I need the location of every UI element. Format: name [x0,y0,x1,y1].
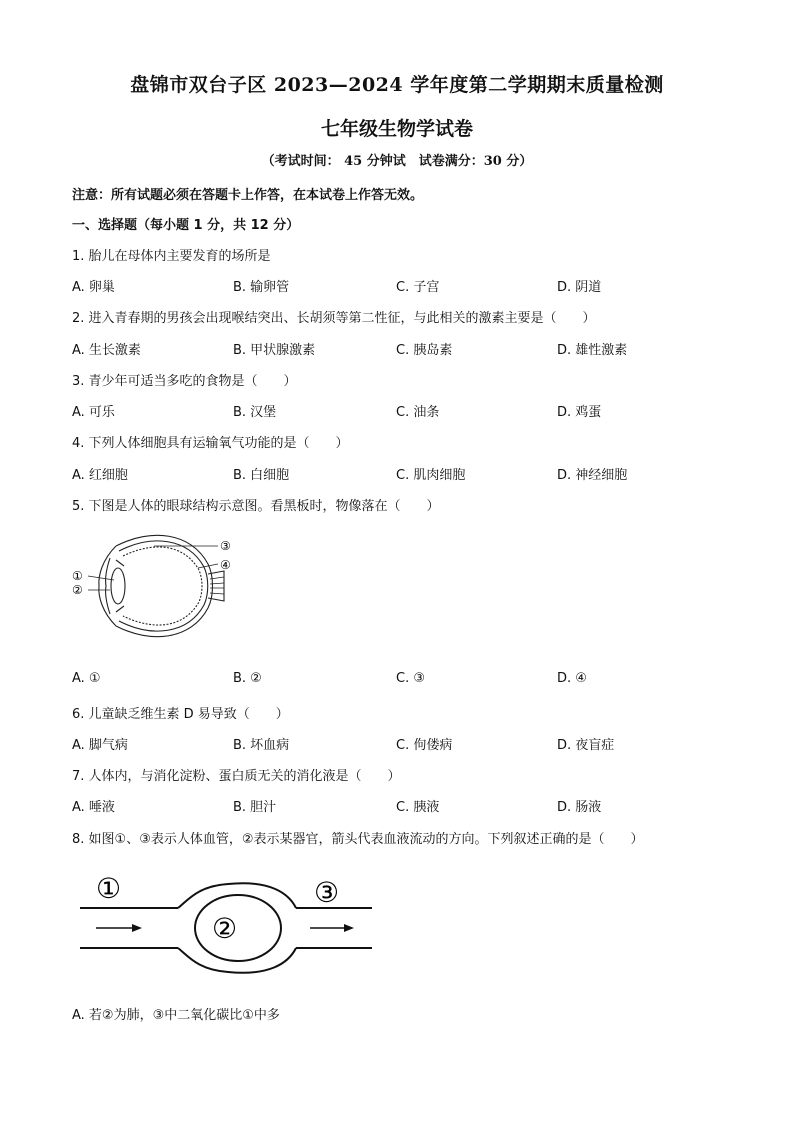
option-b: B. 汉堡 [233,405,277,420]
option-d: D. 神经细胞 [557,468,628,483]
option-c: C. 胰岛素 [396,343,453,358]
eye-label-1: ① [72,569,83,583]
question-stem: 5. 下图是人体的眼球结构示意图。看黑板时，物像落在（ ） [72,499,440,514]
flow-arrow-right [344,924,354,932]
option-b: B. 白细胞 [233,468,290,483]
question-stem: 3. 青少年可适当多吃的食物是（ ） [72,374,297,389]
option-b: B. 胆汁 [233,800,277,815]
option-d: D. 鸡蛋 [557,405,602,420]
option-a: A. 脚气病 [72,738,128,753]
option-c: C. 胰液 [396,800,440,815]
vessel-label-2: ② [212,912,238,945]
option-c: C. 佝偻病 [396,738,453,753]
option-d: D. 雄性激素 [557,343,628,358]
eye-label-3: ③ [220,539,231,553]
question-stem: 7. 人体内，与消化淀粉、蛋白质无关的消化液是（ ） [72,769,401,784]
section-title: 一、选择题（每小题 1 分，共 12 分） [72,218,300,233]
option-d: D. 肠液 [557,800,602,815]
eye-lens [111,568,125,604]
option-b: B. 甲状腺激素 [233,343,316,358]
exam-subtitle: 七年级生物学试卷 [320,118,473,140]
option-b: B. ② [233,671,262,686]
option-b: B. 坏血病 [233,738,290,753]
flow-arrow-left [132,924,142,932]
eye-cornea [99,546,116,626]
option-b: B. 输卵管 [233,280,290,295]
notice: 注意：所有试题必须在答题卡上作答，在本试卷上作答无效。 [72,188,424,203]
option-a: A. ① [72,671,101,686]
option-c: C. ③ [396,671,425,686]
option-c: C. 油条 [396,405,440,420]
blood-vessel-diagram [78,866,378,990]
question-stem: 2. 进入青春期的男孩会出现喉结突出、长胡须等第二性征，与此相关的激素主要是（ ） [72,311,596,326]
eye-label-4: ④ [220,558,231,572]
option-c: C. 子宫 [396,280,440,295]
organ-2 [195,895,281,961]
option-a: A. 卵巢 [72,280,115,295]
eye-sclera [116,535,213,636]
eye-label-2: ② [72,583,83,597]
option-a: A. 生长激素 [72,343,141,358]
eye-retina [123,547,202,625]
option-d: D. 夜盲症 [557,738,615,753]
exam-info: （考试时间： 45 分钟试 试卷满分：30 分） [261,154,533,169]
vessel-label-1: ① [96,872,122,905]
option-d: D. ④ [557,671,587,686]
eye-optic-nerve [208,571,224,601]
question-stem: 8. 如图①、③表示人体血管，②表示某器官，箭头代表血液流动的方向。下列叙述正确的是（ ） [72,832,644,847]
eye-choroid [119,541,208,631]
option-a: A. 唾液 [72,800,115,815]
vessel-label-3: ③ [314,876,340,909]
option-a: A. 可乐 [72,405,115,420]
eye-diagram [66,524,252,648]
option-c: C. 肌肉细胞 [396,468,466,483]
option-d: D. 阴道 [557,280,602,295]
exam-title: 盘锦市双台子区 2023—2024 学年度第二学期期末质量检测 [130,74,664,96]
question-stem: 6. 儿童缺乏维生素 D 易导致（ ） [72,707,289,722]
question-stem: 4. 下列人体细胞具有运输氧气功能的是（ ） [72,436,349,451]
question-stem: 1. 胎儿在母体内主要发育的场所是 [72,249,271,264]
option-a: A. 若②为肺，③中二氧化碳比①中多 [72,1008,280,1023]
option-a: A. 红细胞 [72,468,128,483]
